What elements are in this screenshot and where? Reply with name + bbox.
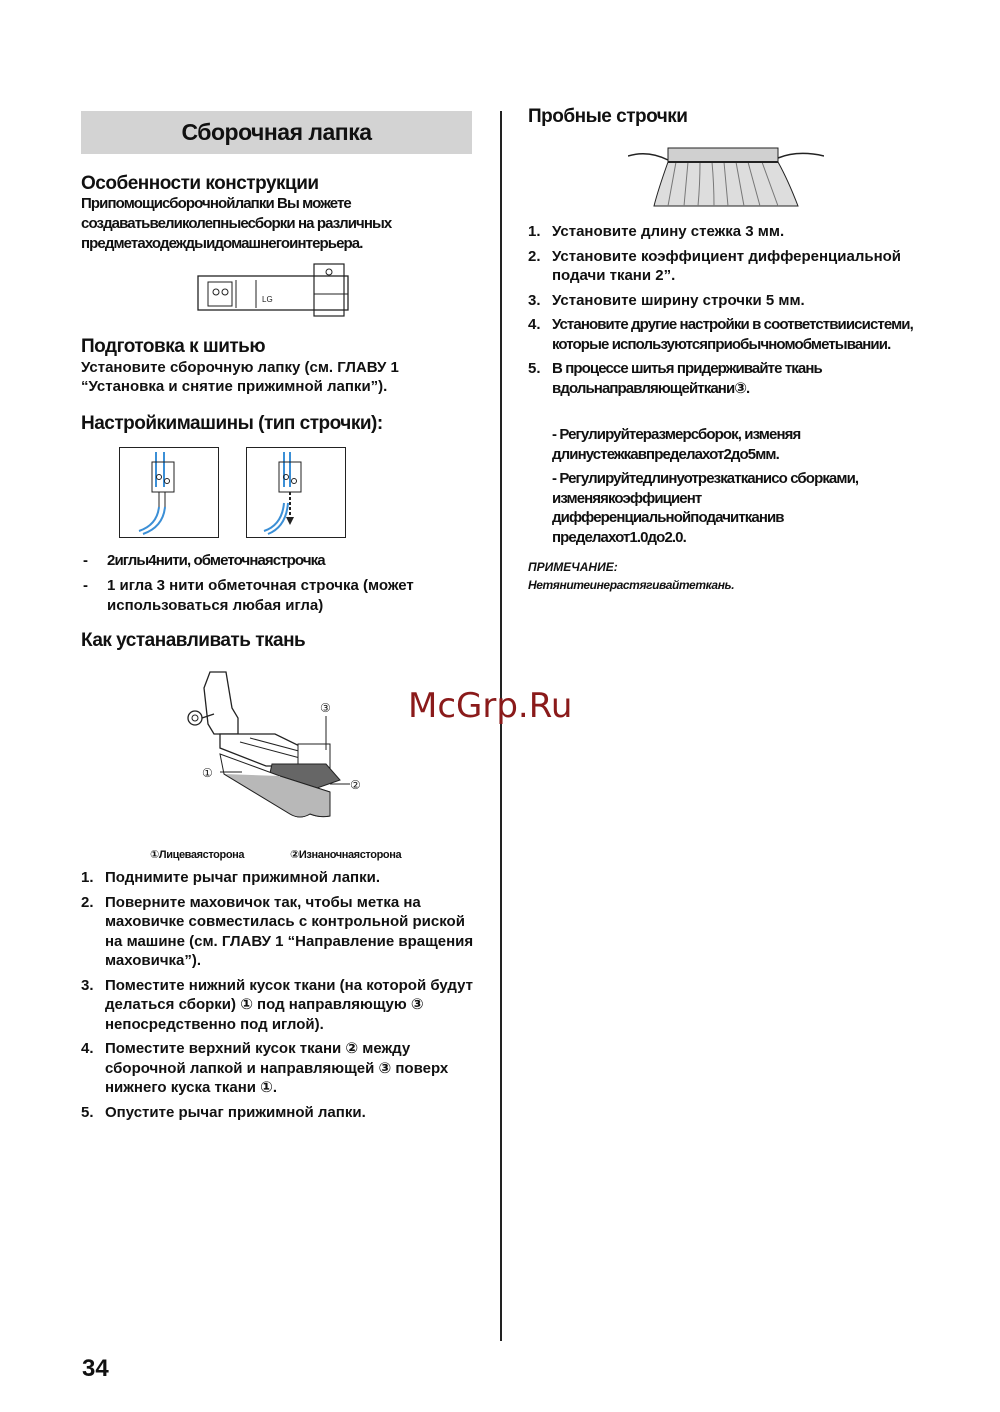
test-subnote-1: - Регулируйтеразмерсборок, изменяя длинустежкавпределахот2до5мм. xyxy=(552,426,801,463)
column-divider xyxy=(500,111,502,1341)
fabric-heading: Как устанавливать ткань xyxy=(81,630,306,651)
page-number: 34 xyxy=(82,1355,109,1382)
features-line-2: создаватьвеликолепныесборки на различных xyxy=(81,215,392,232)
preparation-heading: Подготовка к шитью xyxy=(81,336,266,357)
list-item: 5. В процессе шитья придерживайте ткань вдольнаправляющейткани③. xyxy=(528,360,822,397)
svg-text:LG: LG xyxy=(262,295,273,304)
gathering-foot-illustration xyxy=(196,262,356,322)
note-label: ПРИМЕЧАНИЕ: xyxy=(528,560,618,574)
features-line-1: Припомощисборочнойлапки Вы можете xyxy=(81,195,351,212)
fabric-steps xyxy=(81,868,479,1127)
gathered-fabric-illustration xyxy=(628,140,824,210)
stitch-diagram-1-needle xyxy=(246,447,346,538)
caption-front-side: ①Лицеваясторона xyxy=(150,849,245,861)
callout-3-guide: ③ xyxy=(320,701,331,715)
settings-heading: Настройкимашины (тип строчки): xyxy=(81,413,383,434)
test-subnote-2: - Регулируйтедлинуотрезкатканисо сборками, изменяякоэффициент дифференциальнойподачитканив пределахот1.0до2.0. xyxy=(552,470,859,546)
list-item: 4. Поместите верхний кусок ткани ② между сборочной лапкой и направляющей ③ поверх нижнего куска ткани ①. xyxy=(81,1040,449,1096)
list-item: 3. Установите ширину строчки 5 мм. xyxy=(528,291,805,309)
preparation-line-1: Установите сборочную лапку (см. ГЛАВУ 1 xyxy=(81,359,399,376)
callout-2-back: ② xyxy=(350,778,361,792)
title-box xyxy=(81,111,472,154)
list-item: 4. Установите другие настройки в соответствиисистеми, которые используютсяприобычномобметывании. xyxy=(528,316,913,353)
features-heading: Особенности конструкции xyxy=(81,173,319,194)
list-item: 3. Поместите нижний кусок ткани (на которой будут делаться сборки) ① под направляющую ③ непосредственно под иглой). xyxy=(81,976,473,1033)
features-line-3: предметаходеждыидомашнегоинтерьера. xyxy=(81,235,363,252)
note-text: Нетянитеинерастягивайтеткань. xyxy=(528,578,735,592)
list-item: 1. Поднимите рычаг прижимной лапки. xyxy=(81,869,380,886)
list-item: - 1 игла 3 нити обметочная строчка (может использоваться любая игла) xyxy=(83,577,414,614)
fabric-placement-illustration xyxy=(180,668,370,830)
watermark: McGrp.Ru xyxy=(408,686,573,726)
stitch-diagram-2-needle xyxy=(119,447,219,538)
list-item: 5. Опустите рычаг прижимной лапки. xyxy=(81,1103,366,1121)
list-item: 1. Установите длину стежка 3 мм. xyxy=(528,223,785,240)
callout-1-front: ① xyxy=(202,766,213,780)
preparation-line-2: “Установка и снятие прижимной лапки”). xyxy=(81,378,388,395)
list-item: 2. Поверните маховичок так, чтобы метка на маховичке совместилась с контрольной риской на машине (см. ГЛАВУ 1 “Направление вращения маховичка”). xyxy=(81,893,474,969)
list-item: - 2иглы4нити, обметочнаястрочка xyxy=(83,552,325,569)
test-heading: Пробные строчки xyxy=(528,106,688,127)
list-item: 2. Установите коэффициент дифференциальной подачи ткани 2”. xyxy=(528,247,902,284)
caption-back-side: ②Изнаночнаясторона xyxy=(290,849,402,861)
settings-list xyxy=(81,551,481,621)
test-steps xyxy=(528,222,948,403)
page-title: Сборочная лапка xyxy=(181,119,372,145)
